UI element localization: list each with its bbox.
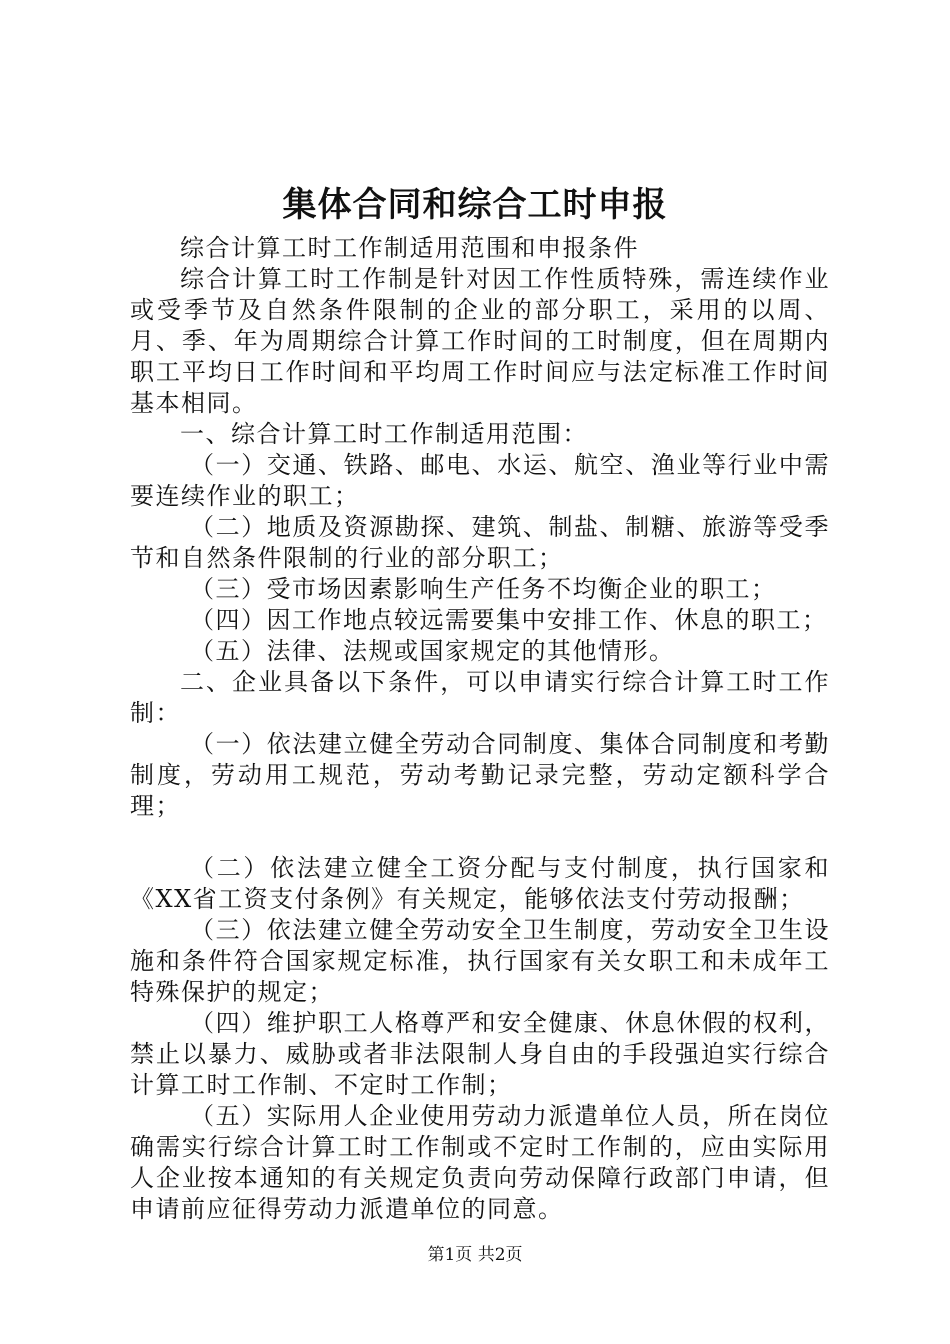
list-item-condition-2: （二）依法建立健全工资分配与支付制度，执行国家和《XX省工资支付条例》有关规定，能够依法支付劳动报酬； <box>130 854 830 913</box>
intro-paragraph: 综合计算工时工作制是针对因工作性质特殊，需连续作业或受季节及自然条件限制的企业的部分职工，采用的以周、月、季、年为周期综合计算工作时间的工时制度，但在周期内职工平均日工作时间和平均周工作时间应与法定标准工作时间基本相同。 <box>130 265 830 417</box>
list-item-scope-2: （二）地质及资源勘探、建筑、制盐、制糖、旅游等受季节和自然条件限制的行业的部分职工； <box>130 513 830 572</box>
list-item-scope-3: （三）受市场因素影响生产任务不均衡企业的职工； <box>190 575 777 603</box>
section-heading-scope: 综合计算工时工作制适用范围和申报条件 <box>180 234 639 262</box>
list-item-scope-5: （五）法律、法规或国家规定的其他情形。 <box>190 637 675 665</box>
document-body <box>130 233 830 1225</box>
list-item-condition-3: （三）依法建立健全劳动安全卫生制度，劳动安全卫生设施和条件符合国家规定标准，执行国家有关女职工和未成年工特殊保护的规定； <box>130 916 830 1006</box>
list-item-scope-4: （四）因工作地点较远需要集中安排工作、休息的职工； <box>190 606 828 634</box>
document-title: 集体合同和综合工时申报 <box>282 185 668 225</box>
section-heading-two: 二、企业具备以下条件，可以申请实行综合计算工时工作制： <box>130 668 830 727</box>
list-item-condition-4: （四）维护职工人格尊严和安全健康、休息休假的权利，禁止以暴力、威胁或者非法限制人身自由的手段强迫实行综合计算工时工作制、不定时工作制； <box>130 1009 830 1099</box>
paragraph-gap <box>130 822 830 853</box>
page-footer: 第1页 共2页 <box>427 1245 523 1265</box>
list-item-scope-1: （一）交通、铁路、邮电、水运、航空、渔业等行业中需要连续作业的职工； <box>130 451 830 510</box>
list-item-condition-1: （一）依法建立健全劳动合同制度、集体合同制度和考勤制度，劳动用工规范，劳动考勤记录完整，劳动定额科学合理； <box>130 730 830 820</box>
section-heading-one: 一、综合计算工时工作制适用范围： <box>180 420 588 448</box>
list-item-condition-5: （五）实际用人企业使用劳动力派遣单位人员，所在岗位确需实行综合计算工时工作制或不定时工作制的，应由实际用人企业按本通知的有关规定负责向劳动保障行政部门申请，但申请前应征得劳动力派遣单位的同意。 <box>130 1102 830 1223</box>
